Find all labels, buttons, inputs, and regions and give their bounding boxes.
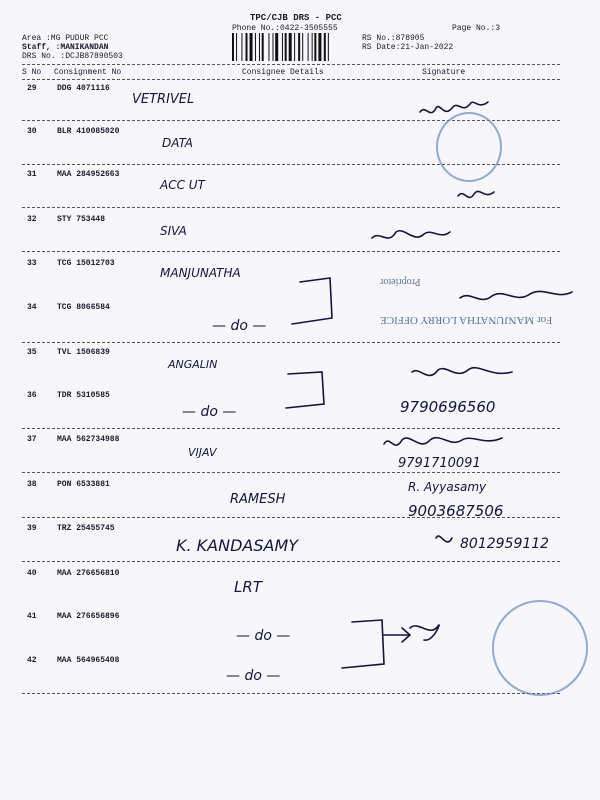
row-consignment: PON 6533881 [57,480,110,489]
row-sno: 41 [27,612,37,621]
handwritten-phone: 8012959112 [460,536,550,552]
handwritten-consignee: K. KANDASAMY [176,536,299,555]
signature-mark [460,291,572,299]
handwritten-consignee: — do — [212,318,267,334]
signature-mark [436,536,452,542]
row-sno: 34 [27,303,37,312]
row-sno: 29 [27,84,37,93]
row-consignment: TDR 5310585 [57,391,110,400]
handwritten-consignee: SIVA [160,224,187,238]
handwritten-phone: 9003687506 [408,502,504,520]
row-sno: 32 [27,215,37,224]
column-header-signature: Signature [422,68,466,77]
column-header-consignment: Consignment No [54,68,122,77]
handwritten-consignee: MANJUNATHA [160,266,241,280]
row-sno: 42 [27,656,37,665]
column-header-sno: S No [22,68,42,77]
handwritten-consignee: — do — [236,628,291,644]
document-title: TPC/CJB DRS - PCC [250,13,342,23]
handwritten-consignee: ACC UT [160,178,205,192]
drs-number: DRS No. :DCJB87890503 [22,52,123,61]
row-sno: 33 [27,259,37,268]
row-consignment: MAA 564965408 [57,656,120,665]
column-header-consignee: Consignee Details [242,68,324,77]
stamp-company-name: For MANJUNATHA LORRY OFFICE [380,314,553,326]
signature-mark [410,625,439,640]
bracket-mark [286,372,324,408]
handwritten-consignee: RAMESH [230,492,286,507]
phone-number: Phone No.:0422-3505555 [232,24,338,33]
handwritten-consignee: — do — [182,404,237,420]
handwritten-signature: R. Ayyasamy [408,480,487,494]
row-sno: 37 [27,435,37,444]
handwritten-consignee: VETRIVEL [132,92,195,107]
stamp-proprietor: Proprietor [380,276,421,287]
bracket-mark [342,620,384,668]
handwritten-consignee: — do — [226,668,281,684]
row-consignment: TCG 8066584 [57,303,110,312]
bracket-mark [292,278,332,324]
handwritten-phone: 9791710091 [398,456,481,471]
row-sno: 39 [27,524,37,533]
row-consignment: BLR 410085020 [57,127,120,136]
staff-label: Staff, :MANIKANDAN [22,43,109,52]
signature-mark [412,368,512,376]
row-sno: 36 [27,391,37,400]
area-label: Area :MG PUDUR PCC [22,34,109,43]
rs-date: RS Date:21-Jan-2022 [362,43,454,52]
row-consignment: TRZ 25455745 [57,524,115,533]
row-consignment: TVL 1506839 [57,348,110,357]
row-consignment: MAA 276656896 [57,612,120,621]
round-seal-stamp [492,600,588,696]
handwritten-consignee: ANGALIN [168,358,218,371]
row-consignment: MAA 562734988 [57,435,120,444]
round-seal-stamp [436,112,502,182]
arrow-mark [384,628,410,642]
signature-mark [372,231,450,238]
row-sno: 30 [27,127,37,136]
row-sno: 38 [27,480,37,489]
signature-mark [458,191,494,197]
signature-mark [384,438,502,445]
row-consignment: MAA 276656810 [57,569,120,578]
row-consignment: MAA 284952663 [57,170,120,179]
rs-number: RS No.:878905 [362,34,425,43]
row-sno: 40 [27,569,37,578]
row-consignment: TCG 15012703 [57,259,115,268]
page-number: Page No.:3 [452,24,501,33]
handwritten-consignee: VIJAV [188,446,217,459]
handwritten-consignee: DATA [162,136,194,150]
row-sno: 31 [27,170,37,179]
signature-mark [420,102,488,113]
handwritten-consignee: LRT [234,578,262,596]
row-consignment: STY 753448 [57,215,106,224]
row-consignment: DDG 4071116 [57,84,110,93]
handwritten-phone: 9790696560 [400,398,496,416]
row-sno: 35 [27,348,37,357]
